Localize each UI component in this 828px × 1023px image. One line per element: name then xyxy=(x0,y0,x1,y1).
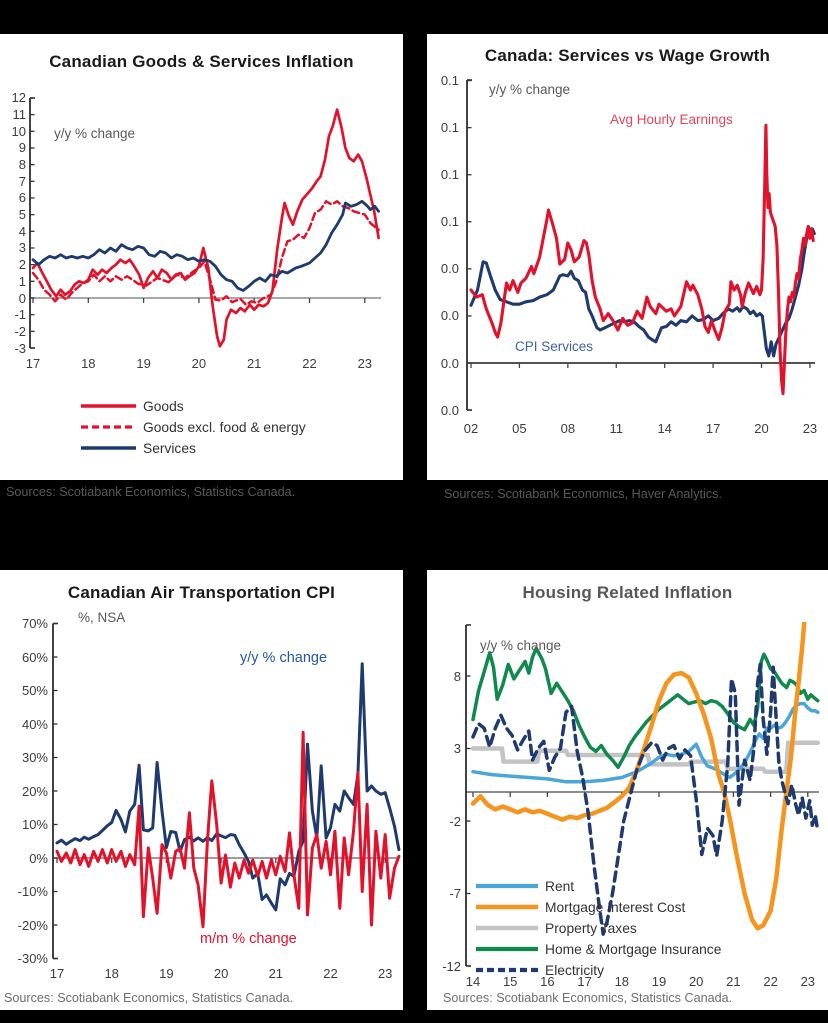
x-tick-label: 22 xyxy=(302,356,317,371)
y-tick-label: 1 xyxy=(18,273,26,289)
chart-canvas xyxy=(427,34,828,480)
series-annotation-red: Avg Hourly Earnings xyxy=(610,112,733,127)
x-tick-label: 22 xyxy=(323,966,338,981)
x-tick-label: 19 xyxy=(651,974,667,989)
home-mortgage-insurance-legend-swatch xyxy=(475,944,539,954)
y-tick-label: 7 xyxy=(18,173,26,189)
chart-canvas xyxy=(0,34,403,480)
x-tick-label: 17 xyxy=(49,966,65,981)
y-tick-label: 11 xyxy=(12,107,26,123)
y-tick-label: 70% xyxy=(21,616,48,631)
x-tick-label: 20 xyxy=(688,974,704,989)
y-tick-label: -3 xyxy=(14,340,26,356)
y-tick-label: -10% xyxy=(17,884,48,899)
x-tick-label: 20 xyxy=(754,421,769,436)
x-tick-label: 16 xyxy=(540,974,555,989)
x-tick-label: 17 xyxy=(577,974,592,989)
legend-item-services xyxy=(80,438,196,458)
x-tick-label: 19 xyxy=(159,966,174,981)
y-tick-label: 0.1 xyxy=(440,167,459,183)
panel-goods-services-inflation xyxy=(0,34,403,499)
plot-area xyxy=(0,34,403,480)
y-tick-label: 6 xyxy=(18,190,26,206)
x-tick-label: 23 xyxy=(802,421,818,436)
sources-note: Sources: Scotiabank Economics, Statistics Canada. xyxy=(4,991,294,1005)
chart-title: Canada: Services vs Wage Growth xyxy=(484,46,771,65)
y-tick-label: 30% xyxy=(21,750,48,765)
y-tick-label: 4 xyxy=(18,223,26,239)
x-tick-label: 21 xyxy=(246,356,262,371)
sources-note: Sources: Scotiabank Economics, Statistics Canada. xyxy=(443,991,733,1005)
sources-note: Sources: Scotiabank Economics, Haver Analytics. xyxy=(444,487,722,501)
legend-item-property-taxes xyxy=(475,918,637,938)
y-tick-label: 20% xyxy=(21,783,48,799)
y-tick-label: 10% xyxy=(21,817,48,832)
legend-label: Goods xyxy=(143,398,184,414)
legend-label: Goods excl. food & energy xyxy=(143,419,306,435)
x-tick-label: 23 xyxy=(377,966,393,981)
y-tick-label: 60% xyxy=(21,649,48,665)
y-tick-label: -1 xyxy=(14,307,26,323)
y-tick-label: 3 xyxy=(453,741,461,756)
x-tick-label: 23 xyxy=(800,974,816,989)
x-tick-label: 17 xyxy=(705,421,721,436)
x-tick-label: 21 xyxy=(726,974,741,989)
goods-legend-swatch xyxy=(80,401,137,411)
legend-item-rent xyxy=(475,876,574,896)
y-tick-label: -30% xyxy=(17,951,48,966)
y-tick-label: 3 xyxy=(18,240,26,256)
x-tick-label: 23 xyxy=(357,356,373,371)
panel-air-transportation-cpi xyxy=(0,570,403,1010)
unit-label: y/y % change xyxy=(54,126,136,141)
y-tick-label: 10 xyxy=(11,123,26,139)
x-tick-label: 20 xyxy=(191,356,207,371)
x-tick-label: 17 xyxy=(25,356,41,371)
mm-change-line xyxy=(57,732,399,926)
sources-note: Sources: Scotiabank Economics, Statistics Canada. xyxy=(6,485,296,499)
legend-label: Property Taxes xyxy=(545,920,637,936)
legend-item-home-mortgage-insurance xyxy=(475,939,721,959)
mortgage-interest-cost-legend-swatch xyxy=(475,902,539,912)
x-tick-label: 20 xyxy=(213,966,229,981)
y-tick-label: -2 xyxy=(449,813,461,829)
x-tick-label: 18 xyxy=(614,974,630,989)
y-tick-label: 2 xyxy=(18,257,26,273)
y-tick-label: 8 xyxy=(18,157,26,173)
y-tick-label: -12 xyxy=(442,958,461,974)
legend-item-goods xyxy=(80,396,184,416)
y-tick-label: 9 xyxy=(18,140,26,156)
services-line xyxy=(33,201,379,290)
y-tick-label: -20% xyxy=(17,917,48,933)
chart-title: Canadian Goods & Services Inflation xyxy=(49,52,354,71)
legend-item-goods-excl xyxy=(80,417,306,437)
x-tick-label: 18 xyxy=(81,356,96,371)
legend-label: Mortgage Interest Cost xyxy=(545,899,686,915)
x-tick-label: 11 xyxy=(609,421,623,436)
property-taxes-legend-swatch xyxy=(475,923,539,933)
y-tick-label: 0.0 xyxy=(440,402,459,418)
unit-label: %, NSA xyxy=(78,610,126,625)
x-tick-label: 18 xyxy=(104,966,119,981)
y-tick-label: 0 xyxy=(18,290,26,306)
goods-excl-legend-swatch xyxy=(80,422,137,432)
legend-item-mortgage-interest-cost xyxy=(475,897,685,917)
y-tick-label: 0% xyxy=(29,850,48,866)
unit-label: y/y % change xyxy=(489,82,571,97)
y-tick-label: 0.1 xyxy=(440,120,459,136)
series-annotation-blue: CPI Services xyxy=(515,339,594,354)
y-tick-label: 0.0 xyxy=(440,308,459,324)
y-tick-label: -2 xyxy=(14,323,26,339)
y-tick-label: 12 xyxy=(11,90,26,106)
x-tick-label: 15 xyxy=(502,974,518,989)
y-tick-label: 40% xyxy=(21,716,48,732)
x-tick-label: 14 xyxy=(465,974,481,989)
panel-housing-related-inflation xyxy=(427,570,828,1010)
y-tick-label: 0.1 xyxy=(440,214,459,230)
x-tick-label: 22 xyxy=(763,974,778,989)
legend-label: Home & Mortgage Insurance xyxy=(545,941,722,957)
y-tick-label: 0.0 xyxy=(440,355,459,371)
mortgage-interest-cost-line xyxy=(473,444,818,928)
y-tick-label: 50% xyxy=(21,683,48,698)
x-tick-label: 14 xyxy=(657,421,672,436)
y-tick-label: 0.0 xyxy=(440,261,459,277)
legend-label: Rent xyxy=(545,878,575,894)
y-tick-label: -7 xyxy=(449,886,461,901)
y-tick-label: 5 xyxy=(18,207,26,223)
x-tick-label: 19 xyxy=(136,356,151,371)
panel-services-vs-wage-growth xyxy=(427,34,828,501)
legend-label: Services xyxy=(143,440,196,456)
y-tick-label: 0.1 xyxy=(440,73,459,89)
rent-legend-swatch xyxy=(475,881,539,891)
chart-title: Housing Related Inflation xyxy=(522,583,733,602)
x-tick-label: 21 xyxy=(268,966,284,981)
x-tick-label: 05 xyxy=(512,421,527,436)
plot-area xyxy=(427,34,828,480)
chart-title: Canadian Air Transportation CPI xyxy=(67,583,336,602)
unit-label: y/y % change xyxy=(480,638,562,653)
services-legend-swatch xyxy=(80,443,137,453)
x-tick-label: 08 xyxy=(560,421,576,436)
x-tick-label: 02 xyxy=(463,421,479,436)
series-annotation-red: m/m % change xyxy=(200,931,297,947)
y-tick-label: 8 xyxy=(453,668,461,684)
legend-label: Electricity xyxy=(545,962,605,978)
series-annotation-blue: y/y % change xyxy=(240,650,328,666)
goods-line xyxy=(33,110,379,347)
